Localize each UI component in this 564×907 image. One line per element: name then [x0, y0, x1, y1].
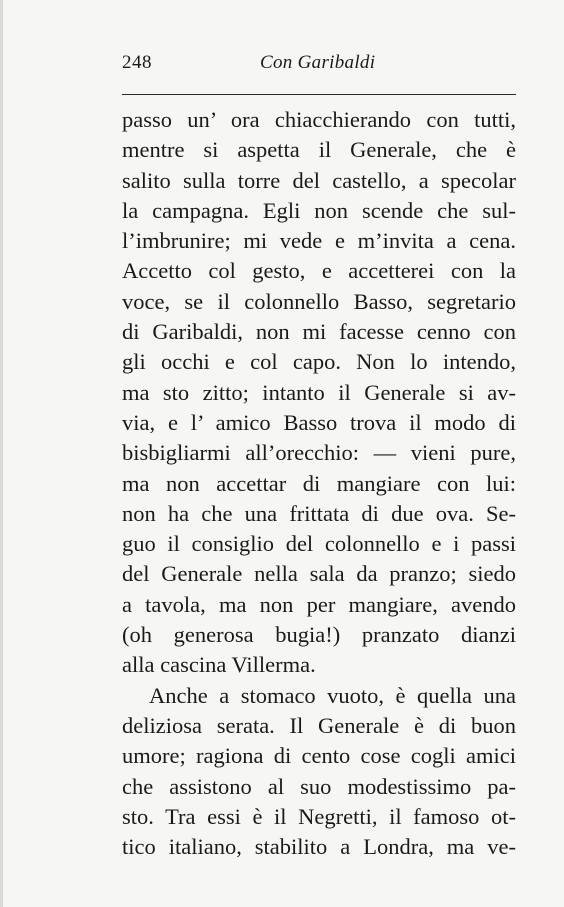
- body-text: [122, 105, 516, 862]
- text-line: che assistono al suo modestissimo pa-: [122, 773, 516, 799]
- text-line: gli occhi e col capo. Non lo intendo,: [122, 349, 516, 375]
- text-line: ma non accettar di mangiare con lui:: [122, 470, 516, 496]
- text-line: Anche a stomaco vuoto, è quella una: [149, 682, 516, 708]
- page-gutter-edge: [0, 0, 3, 907]
- text-line: del Generale nella sala da pranzo; siedo: [122, 561, 516, 587]
- text-line: l’imbrunire; mi vede e m’invita a cena.: [122, 228, 516, 254]
- page-number: 248: [122, 52, 152, 73]
- text-line: bisbigliarmi all’orecchio: — vieni pure,: [122, 440, 516, 466]
- text-line: tico italiano, stabilito a Londra, ma ve-: [122, 834, 516, 860]
- text-line: alla cascina Villerma.: [122, 652, 316, 678]
- text-line: voce, se il colonnello Basso, segretario: [122, 288, 516, 314]
- text-line: non ha che una frittata di due ova. Se-: [122, 500, 516, 526]
- text-line: umore; ragiona di cento cose cogli amici: [122, 743, 516, 769]
- text-line: (oh generosa bugia!) pranzato dianzi: [122, 622, 516, 648]
- text-line: mentre si aspetta il Generale, che è: [122, 137, 516, 163]
- page-header: [122, 52, 516, 76]
- text-line: la campagna. Egli non scende che sul-: [122, 197, 516, 223]
- text-line: Accetto col gesto, e accetterei con la: [122, 258, 516, 284]
- text-line: deliziosa serata. Il Generale è di buon: [122, 712, 516, 738]
- text-line: ma sto zitto; intanto il Generale si av-: [122, 379, 516, 405]
- text-line: via, e l’ amico Basso trova il modo di: [122, 409, 516, 435]
- running-head: Con Garibaldi: [260, 52, 376, 73]
- text-line: passo un’ ora chiacchierando con tutti,: [122, 107, 516, 132]
- text-line: a tavola, ma non per mangiare, avendo: [122, 591, 516, 617]
- text-line: sto. Tra essi è il Negretti, il famoso ot-: [122, 803, 516, 829]
- text-line: di Garibaldi, non mi facesse cenno con: [122, 319, 516, 345]
- header-rule: [122, 94, 516, 95]
- text-line: salito sulla torre del castello, a specolar: [122, 167, 516, 193]
- text-line: guo il consiglio del colonnello e i passi: [122, 531, 516, 557]
